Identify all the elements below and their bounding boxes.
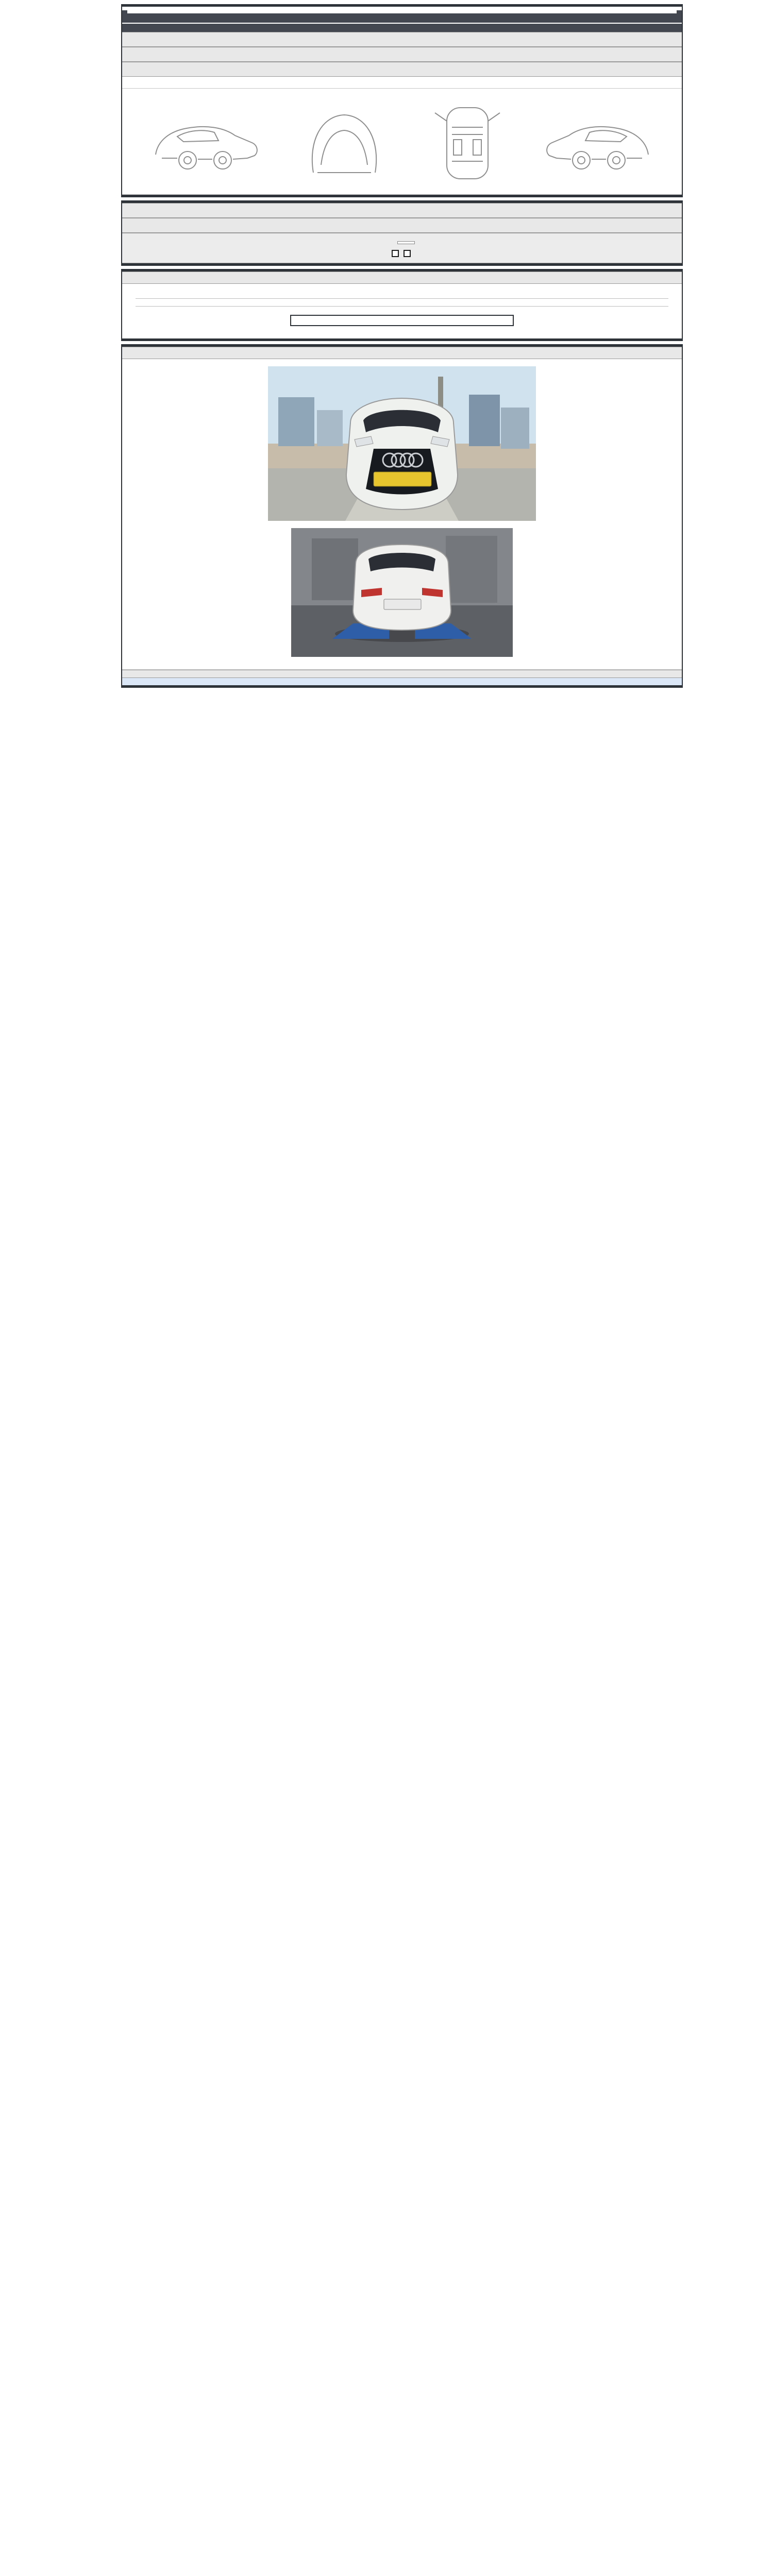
- inspection-photo-rear: [291, 528, 513, 657]
- page4-box: [121, 344, 683, 688]
- checkbox-option[interactable]: [404, 250, 412, 258]
- top-meta-line: [121, 0, 683, 4]
- car-diagrams: [122, 89, 682, 195]
- basic-info-band: [122, 32, 682, 47]
- car-diagram-top: [424, 100, 511, 183]
- page3-box: [121, 269, 683, 341]
- form-header: [122, 10, 682, 32]
- checkbox-icon[interactable]: [392, 250, 399, 257]
- photos-area: [122, 359, 682, 670]
- insurance-fee-row: [122, 678, 682, 685]
- overall-band: [122, 47, 682, 62]
- car-diagram-front: [293, 100, 396, 183]
- detail-band: [122, 203, 682, 218]
- header-stripe: [127, 10, 677, 13]
- checkbox-option[interactable]: [392, 250, 400, 258]
- document-sheet: [121, 0, 683, 688]
- accident-band: [122, 62, 682, 77]
- notice-body: [122, 284, 682, 338]
- price-definition-box: [290, 315, 514, 326]
- final-price-value: [397, 241, 415, 244]
- state-legend: [122, 77, 682, 89]
- checkbox-icon[interactable]: [404, 250, 411, 257]
- etc-band: [122, 218, 682, 233]
- document-number: [122, 23, 682, 32]
- page2-box: [121, 200, 683, 266]
- notice-band: [122, 272, 682, 284]
- notice-divider: [136, 298, 668, 299]
- car-diagram-side-left: [146, 100, 265, 183]
- car-diagram-side-right: [539, 100, 658, 183]
- signature-title: [122, 670, 682, 678]
- notice-divider: [136, 306, 668, 307]
- final-price-note: [122, 250, 682, 258]
- inspection-photo-front: [268, 366, 536, 521]
- page1-box: [121, 4, 683, 197]
- final-price-band: [122, 233, 682, 263]
- final-price-row: [122, 238, 682, 247]
- photos-band: [122, 347, 682, 359]
